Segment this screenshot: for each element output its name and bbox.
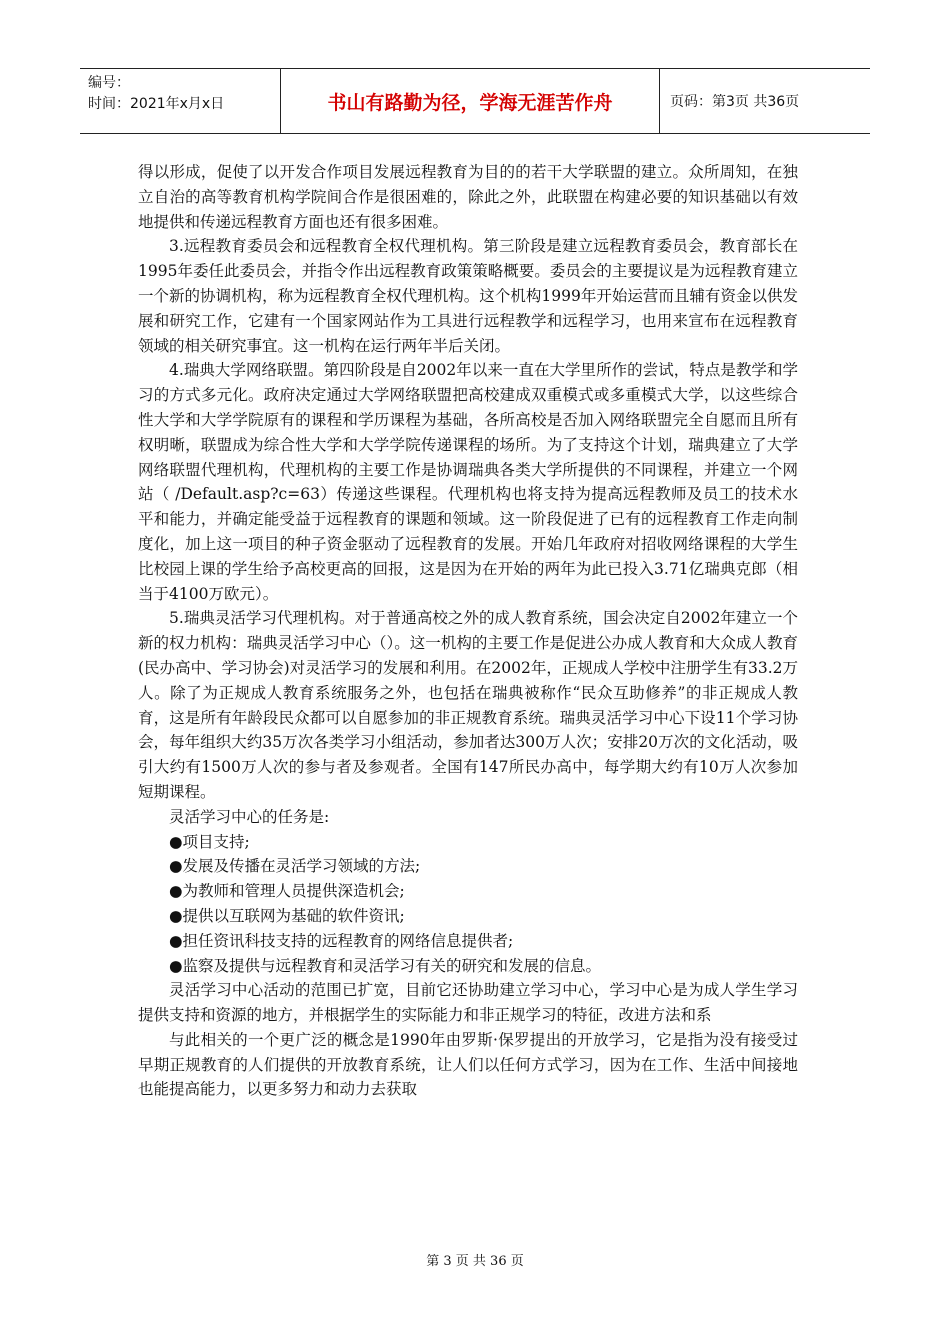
header-meta [80, 69, 280, 133]
paragraph: 3.远程教育委员会和远程教育全权代理机构。第三阶段是建立远程教育委员会，教育部长在1995年委任此委员会，并指令作出远程教育政策策略概要。委员会的主要提议是为远程教育建立一个新的协调机构，称为远程教育全权代理机构。这个机构1999年开始运营而且辅有资金以供发展和研究工作，它建有一个国家网站作为工具进行远程教学和远程学习，也用来宣布在远程教育领域的相关研究事宜。这一机构在运行两年半后关闭。 [138, 237, 798, 355]
paragraph: 得以形成，促使了以开发合作项目发展远程教育为目的的若干大学联盟的建立。众所周知，在独立自治的高等教育机构学院间合作是很困难的，除此之外，此联盟在构建必要的知识基础以有效地提供和传递远程教育方面也还有很多困难。 [138, 163, 798, 231]
bullet-item: ●担任资讯科技支持的远程教育的网络信息提供者; [169, 931, 514, 950]
bullet-item: ●监察及提供与远程教育和灵活学习有关的研究和发展的信息。 [169, 956, 602, 975]
document-body [138, 160, 798, 1102]
paragraph: 与此相关的一个更广泛的概念是1990年由罗斯·保罗提出的开放学习，它是指为没有接受过早期正规教育的人们提供的开放教育系统，让人们以任何方式学习，因为在工作、生活中间接地也能提高能力，以更多努力和动力去获取 [138, 1030, 798, 1099]
paragraph: 灵活学习中心的任务是: [169, 807, 330, 826]
bullet-item: ●发展及传播在灵活学习领域的方法; [169, 857, 421, 876]
number-label: 编号： [88, 75, 130, 91]
paragraph: 4.瑞典大学网络联盟。第四阶段是自2002年以来一直在大学里所作的尝试，特点是教学和学习的方式多元化。政府决定通过大学网络联盟把高校建成双重模式或多重模式大学，以这些综合性大学和大学学院原有的课程和学历课程为基础，各所高校是否加入网络联盟完全自愿而且所有权明晰，联盟成为综合性大学和大学学院传递课程的场所。为了支持这个计划，瑞典建立了大学网络联盟代理机构，代理机构的主要工作是协调瑞典各类大学所提供的不同课程，并建立一个网站（ /Default.asp?c=63）传递这些课程。代理机构也将支持为提高远程教师及员工的技术水平和能力，并确定能受益于远程教育的课题和领域。这一阶段促进了已有的远程教育工作走向制度化，加上这一项目的种子资金驱动了远程教育的发展。开始几年政府对招收网络课程的大学生比校园上课的学生给予高校更高的回报，这是因为在开始的两年为此已投入3.71亿瑞典克郎（相当于4100万欧元）。 [138, 361, 798, 603]
paragraph: 灵活学习中心活动的范围已扩宽，目前它还协助建立学习中心，学习中心是为成人学生学习提供支持和资源的地方，并根据学生的实际能力和非正规学习的特征，改进方法和系 [138, 981, 798, 1025]
bullet-item: ●为教师和管理人员提供深造机会; [169, 882, 405, 901]
header-page-info: 页码：第3页 共36页 [670, 94, 800, 110]
paragraph: 5.瑞典灵活学习代理机构。对于普通高校之外的成人教育系统，国会决定自2002年建立一个新的权力机构：瑞典灵活学习中心（）。这一机构的主要工作是促进公办成人教育和大众成人教育(民办高中、学习协会)对灵活学习的发展和利用。在2002年，正规成人学校中注册学生有33.2万人。除了为正规成人教育系统服务之外，也包括在瑞典被称作“民众互助修养”的非正规成人教育，这是所有年龄段民众都可以自愿参加的非正规教育系统。瑞典灵活学习中心下设11个学习协会，每年组织大约35万次各类学习小组活动，参加者达300万人次；安排20万次的文化活动，吸引大约有1500万人次的参与者及参观者。全国有147所民办高中，每学期大约有10万人次参加短期课程。 [138, 609, 798, 801]
page-footer: 第 3 页 共 36 页 [426, 1254, 524, 1269]
date-label: 时间：2021年x月x日 [88, 96, 225, 112]
header-motto: 书山有路勤为径，学海无涯苦作舟 [280, 69, 660, 133]
page-header [80, 68, 870, 134]
bullet-item: ●项目支持; [169, 832, 250, 851]
bullet-item: ●提供以互联网为基础的软件资讯; [169, 906, 405, 925]
